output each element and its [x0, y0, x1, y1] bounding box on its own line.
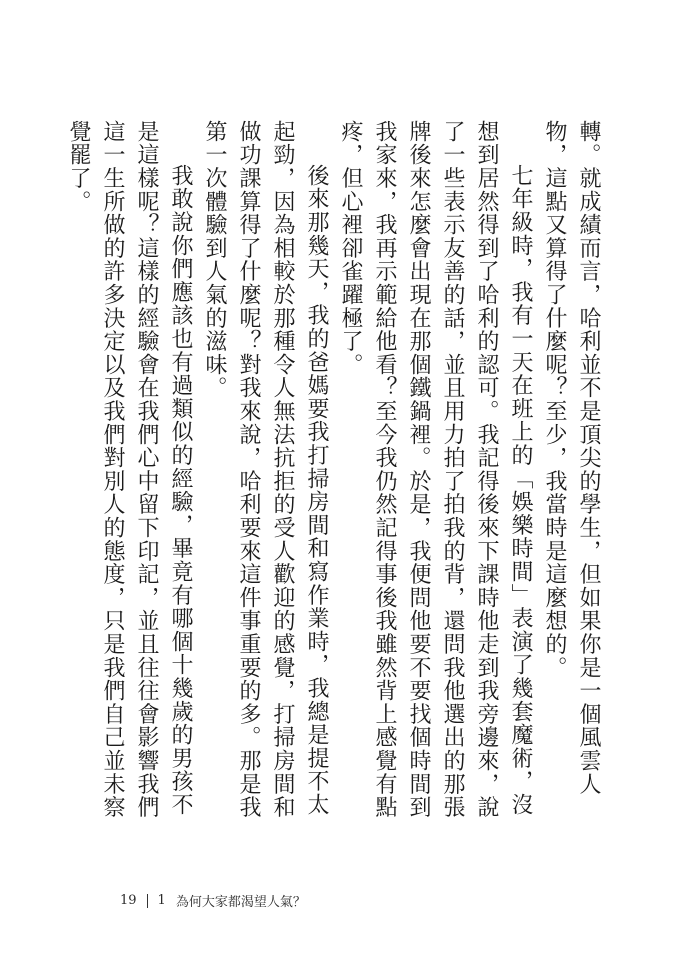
- page-number: 19: [120, 893, 137, 908]
- paragraph-3: 後來那幾天，我的爸媽要我打掃房間和寫作業時，我總是提不太起勁，因為相較於那種令人無法抗拒的受人歡迎的感覺，打掃房間和做功課算得了什麼呢？對我來說，哈利要來這件事重要的多。那是我第一次體驗到人氣的滋味。: [202, 120, 329, 819]
- paragraph-2: 七年級時，我有一天在班上的「娛樂時間」表演了幾套魔術，沒想到居然得到了哈利的認可。我記得後來下課時他走到我旁邊來，說了一些表示友善的話，並且用力拍了拍我的背，還問我他選出的那張牌後來怎麼會出現在那個鐵鍋裡。於是，我便問他要不要找個時間到我家來，我再示範給他看？至今我仍然記得事後我雖然背上感覺有點疼，但心裡卻雀躍極了。: [338, 120, 533, 819]
- body-text: [61, 120, 605, 820]
- page-footer: [120, 891, 306, 910]
- footer-divider: [147, 894, 148, 908]
- chapter-title: 為何大家都渴望人氣？: [175, 895, 306, 910]
- paragraph-4: 我敢說你們應該也有過類似的經驗，畢竟有哪個十幾歲的男孩不是這樣呢？這樣的經驗會在我們心中留下印記，並且往往會影響我們這一生所做的許多決定以及我們對別人的態度，只是我們自己並未察覺罷了。: [66, 120, 193, 819]
- paragraph-1: 轉。就成績而言，哈利並不是頂尖的學生，但如果你是一個風雲人物，這點又算得了什麼呢？至少，我當時是這麼想的。: [542, 120, 601, 796]
- chapter-number: 1: [157, 893, 166, 908]
